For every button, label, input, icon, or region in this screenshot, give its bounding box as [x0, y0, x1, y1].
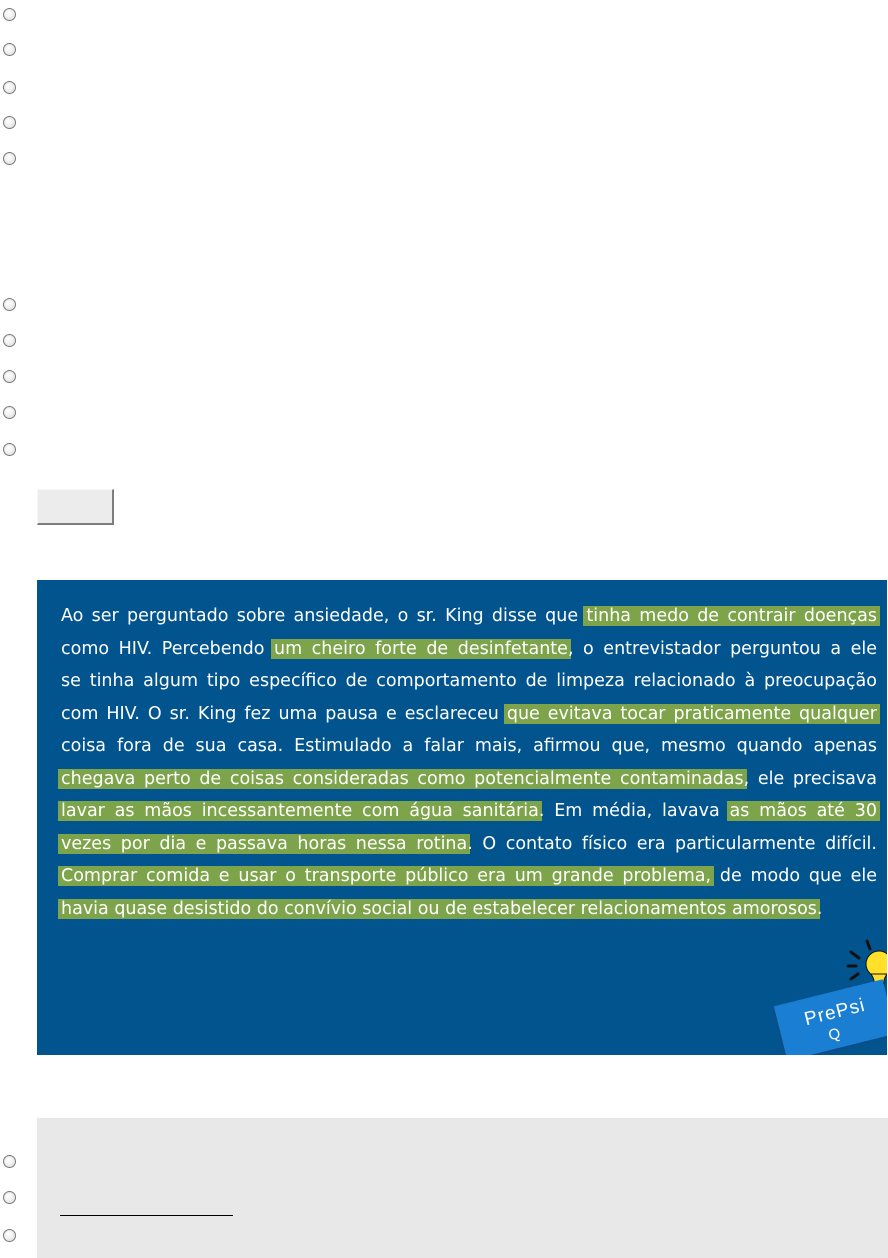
question-1-option-radio[interactable] — [3, 116, 16, 129]
question-1-option-radio[interactable] — [3, 81, 16, 94]
highlighted-text: vezes por dia e passava horas nessa rotina — [61, 833, 468, 854]
prepsi-logo — [779, 982, 887, 1055]
question-2-option-radio[interactable] — [3, 443, 16, 456]
passage-line — [61, 763, 877, 795]
passage-text-segment: . Em média, lavava — [538, 801, 730, 821]
question-2-option-radio[interactable] — [3, 298, 16, 311]
question-2-option-radio[interactable] — [3, 370, 16, 383]
highlighted-text: um cheiro forte de desinfetante — [274, 638, 568, 659]
passage-line — [61, 893, 877, 925]
passage-line — [61, 730, 877, 762]
passage-line — [61, 698, 877, 730]
highlighted-text: que evitava tocar praticamente qualquer — [506, 703, 877, 724]
underlined-blank — [60, 1215, 233, 1216]
question-1-option-radio[interactable] — [3, 152, 16, 165]
case-passage-image — [37, 580, 887, 1055]
question-2-option-radio[interactable] — [3, 334, 16, 347]
passage-line — [61, 828, 877, 860]
question-1-option-radio[interactable] — [3, 43, 16, 56]
passage-text-segment: coisa fora de sua casa. Estimulado a falar mais, afirmou que, mesmo quando apenas — [61, 736, 877, 756]
passage-text-segment: , o entrevistador perguntou a ele — [567, 638, 877, 659]
question-3-option-radio[interactable] — [3, 1191, 16, 1204]
passage-text-segment: se tinha algum tipo específico de comportamento de limpeza relacionado à preocupação — [61, 671, 877, 691]
passage-line — [61, 633, 877, 665]
question-2-option-radio[interactable] — [3, 406, 16, 419]
logo-text-secondary: Q — [826, 1024, 844, 1045]
passage-text-segment: de modo que ele — [711, 866, 877, 886]
passage-text-segment: com HIV. O sr. King fez uma pausa e esclareceu — [61, 703, 507, 724]
question-3-option-radio[interactable] — [3, 1229, 16, 1242]
passage-line — [61, 600, 877, 632]
passage-line — [61, 860, 877, 892]
question-3-panel — [37, 1118, 888, 1258]
highlighted-text: chegava perto de coisas consideradas como potencialmente contaminadas — [61, 768, 744, 789]
highlighted-text: lavar as mãos incessantemente com água sanitária — [61, 801, 539, 821]
logo-text: PrePsi — [802, 994, 868, 1031]
question-3-option-radio[interactable] — [3, 1155, 16, 1168]
passage-text-segment: , ele precisava — [743, 768, 877, 789]
submit-button[interactable] — [37, 489, 114, 525]
question-1-option-radio[interactable] — [3, 8, 16, 21]
highlighted-text: Comprar comida e usar o transporte público era um grande problema, — [61, 866, 712, 886]
passage-line — [61, 795, 877, 827]
passage-text-segment: Ao ser perguntado sobre ansiedade, o sr. King disse que — [61, 606, 587, 626]
passage-line — [61, 665, 877, 697]
passage-text-segment: . O contato físico era particularmente difícil. — [467, 833, 877, 854]
passage-text-segment: como HIV. Percebendo — [61, 638, 274, 659]
highlighted-text: havia quase desistido do convívio social ou de estabelecer relacionamentos amorosos — [61, 898, 817, 919]
highlighted-text: tinha medo de contrair doenças — [586, 606, 877, 626]
passage-text-segment: . — [816, 898, 823, 919]
highlighted-text: as mãos até 30 — [729, 801, 877, 821]
